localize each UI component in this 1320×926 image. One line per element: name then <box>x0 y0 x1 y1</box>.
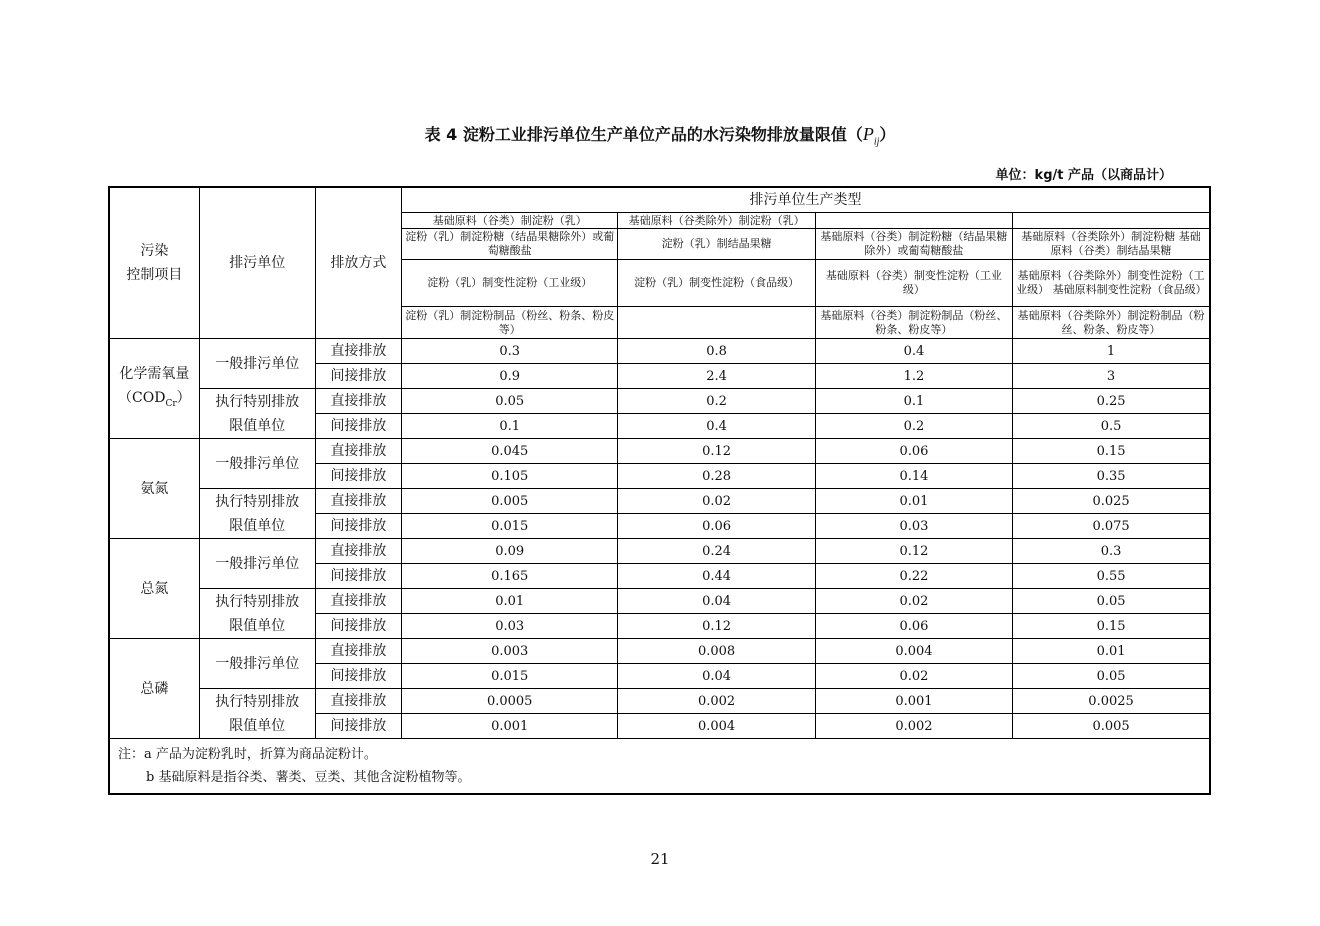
value-cell: 0.002 <box>618 689 815 714</box>
value-cell: 1 <box>1013 339 1210 364</box>
value-cell: 0.0005 <box>402 689 618 714</box>
value-cell: 0.24 <box>618 539 815 564</box>
method-direct: 直接排放 <box>315 439 401 464</box>
value-cell: 0.001 <box>402 714 618 739</box>
value-cell: 0.0025 <box>1013 689 1210 714</box>
value-cell: 0.2 <box>815 414 1012 439</box>
value-cell: 0.15 <box>1013 614 1210 639</box>
value-cell: 0.06 <box>815 614 1012 639</box>
table-title-text: 表 4 淀粉工业排污单位生产单位产品的水污染物排放量限值（ <box>424 125 863 144</box>
value-cell: 0.35 <box>1013 464 1210 489</box>
header-type-group: 排污单位生产类型 <box>402 187 1210 213</box>
type-cell: 基础原料（谷类除外）制淀粉糖 基础原料（谷类）制结晶果糖 <box>1013 229 1210 260</box>
value-cell: 0.2 <box>618 389 815 414</box>
type-cell: 淀粉（乳）制淀粉制品（粉丝、粉条、粉皮等） <box>402 307 618 339</box>
value-cell: 0.002 <box>815 714 1012 739</box>
value-cell: 0.03 <box>815 514 1012 539</box>
method-indirect: 间接排放 <box>315 514 401 539</box>
type-cell: 基础原料（谷类）制淀粉糖（结晶果糖除外）或葡萄糖酸盐 <box>815 229 1012 260</box>
value-cell: 0.001 <box>815 689 1012 714</box>
value-cell: 0.12 <box>815 539 1012 564</box>
pollutant-name-cod: 化学需氧量 $(COD_{Cr})$ <box>109 339 199 439</box>
title-symbol: $P_{ij}$ <box>862 124 880 148</box>
method-indirect: 间接排放 <box>315 364 401 389</box>
value-cell: 0.1 <box>815 389 1012 414</box>
unit-general: 一般排污单位 <box>199 339 315 389</box>
method-direct: 直接排放 <box>315 589 401 614</box>
value-cell: 0.02 <box>815 664 1012 689</box>
method-indirect: 间接排放 <box>315 464 401 489</box>
value-cell: 0.5 <box>1013 414 1210 439</box>
value-cell: 0.4 <box>618 414 815 439</box>
type-cell: 淀粉（乳）制变性淀粉（食品级） <box>618 260 815 307</box>
value-cell: 0.004 <box>618 714 815 739</box>
type-cell: 基础原料（谷类）制淀粉制品（粉丝、粉条、粉皮等） <box>815 307 1012 339</box>
value-cell: 0.005 <box>402 489 618 514</box>
value-cell: 0.075 <box>1013 514 1210 539</box>
method-direct: 直接排放 <box>315 339 401 364</box>
value-cell: 0.005 <box>1013 714 1210 739</box>
header-pollutant: 污染 控制项目 <box>109 187 199 339</box>
method-direct: 直接排放 <box>315 639 401 664</box>
value-cell: 0.3 <box>1013 539 1210 564</box>
value-cell: 0.28 <box>618 464 815 489</box>
type-cell: 淀粉（乳）制淀粉糖（结晶果糖除外）或葡萄糖酸盐 <box>402 229 618 260</box>
value-cell: 0.01 <box>402 589 618 614</box>
value-cell: 0.015 <box>402 664 618 689</box>
unit-general: 一般排污单位 <box>199 539 315 589</box>
value-cell: 0.22 <box>815 564 1012 589</box>
unit-general: 一般排污单位 <box>199 639 315 689</box>
value-cell: 0.04 <box>618 589 815 614</box>
type-cell: 基础原料（谷类除外）制淀粉制品（粉丝、粉条、粉皮等） <box>1013 307 1210 339</box>
value-cell: 0.12 <box>618 614 815 639</box>
value-cell: 0.02 <box>618 489 815 514</box>
value-cell: 3 <box>1013 364 1210 389</box>
value-cell: 0.045 <box>402 439 618 464</box>
method-indirect: 间接排放 <box>315 564 401 589</box>
type-cell: 基础原料（谷类除外）制淀粉（乳） <box>618 213 815 229</box>
method-indirect: 间接排放 <box>315 664 401 689</box>
value-cell: 0.15 <box>1013 439 1210 464</box>
method-direct: 直接排放 <box>315 539 401 564</box>
pollutant-name-total-phosphorus: 总磷 <box>109 639 199 739</box>
title-close: ） <box>879 125 896 144</box>
value-cell: 0.9 <box>402 364 618 389</box>
value-cell: 0.04 <box>618 664 815 689</box>
type-cell: 淀粉（乳）制变性淀粉（工业级） <box>402 260 618 307</box>
unit-special: 执行特别排放 限值单位 <box>199 489 315 539</box>
method-direct: 直接排放 <box>315 489 401 514</box>
value-cell: 0.105 <box>402 464 618 489</box>
pollutant-name-total-nitrogen: 总氮 <box>109 539 199 639</box>
page-number: 21 <box>650 850 670 868</box>
method-direct: 直接排放 <box>315 689 401 714</box>
value-cell: 0.55 <box>1013 564 1210 589</box>
value-cell: 0.1 <box>402 414 618 439</box>
value-cell: 0.14 <box>815 464 1012 489</box>
value-cell: 0.05 <box>1013 589 1210 614</box>
value-cell: 0.25 <box>1013 389 1210 414</box>
type-cell <box>618 307 815 339</box>
method-indirect: 间接排放 <box>315 414 401 439</box>
note-a: 注：a 产品为淀粉乳时，折算为商品淀粉计。 <box>118 747 377 762</box>
method-indirect: 间接排放 <box>315 614 401 639</box>
value-cell: 0.44 <box>618 564 815 589</box>
method-indirect: 间接排放 <box>315 714 401 739</box>
unit-special: 执行特别排放 限值单位 <box>199 689 315 739</box>
value-cell: 1.2 <box>815 364 1012 389</box>
type-cell: 基础原料（谷类）制淀粉（乳） <box>402 213 618 229</box>
note-b: b 基础原料是指谷类、薯类、豆类、其他含淀粉植物等。 <box>146 770 471 785</box>
value-cell: 0.4 <box>815 339 1012 364</box>
type-cell: 基础原料（谷类）制变性淀粉（工业级） <box>815 260 1012 307</box>
header-method: 排放方式 <box>315 187 401 339</box>
value-cell: 0.003 <box>402 639 618 664</box>
type-cell: 基础原料（谷类除外）制变性淀粉（工业级） 基础原料制变性淀粉（食品级） <box>1013 260 1210 307</box>
table-notes <box>109 739 1210 795</box>
emission-limit-table <box>108 186 1211 795</box>
type-cell: 淀粉（乳）制结晶果糖 <box>618 229 815 260</box>
value-cell: 0.015 <box>402 514 618 539</box>
value-cell: 0.03 <box>402 614 618 639</box>
value-cell: 0.01 <box>815 489 1012 514</box>
table-title <box>0 122 1320 148</box>
method-direct: 直接排放 <box>315 389 401 414</box>
value-cell: 0.05 <box>1013 664 1210 689</box>
value-cell: 0.3 <box>402 339 618 364</box>
value-cell: 0.06 <box>815 439 1012 464</box>
value-cell: 0.01 <box>1013 639 1210 664</box>
unit-special: 执行特别排放 限值单位 <box>199 389 315 439</box>
value-cell: 0.02 <box>815 589 1012 614</box>
unit-general: 一般排污单位 <box>199 439 315 489</box>
type-cell <box>1013 213 1210 229</box>
value-cell: 0.165 <box>402 564 618 589</box>
value-cell: 0.06 <box>618 514 815 539</box>
pollutant-name-ammonia: 氨氮 <box>109 439 199 539</box>
type-cell <box>815 213 1012 229</box>
value-cell: 0.05 <box>402 389 618 414</box>
value-cell: 0.004 <box>815 639 1012 664</box>
unit-label: 单位：kg/t 产品（以商品计） <box>995 168 1172 183</box>
value-cell: 0.008 <box>618 639 815 664</box>
value-cell: 0.8 <box>618 339 815 364</box>
header-unit: 排污单位 <box>199 187 315 339</box>
value-cell: 2.4 <box>618 364 815 389</box>
unit-special: 执行特别排放 限值单位 <box>199 589 315 639</box>
value-cell: 0.12 <box>618 439 815 464</box>
value-cell: 0.09 <box>402 539 618 564</box>
value-cell: 0.025 <box>1013 489 1210 514</box>
